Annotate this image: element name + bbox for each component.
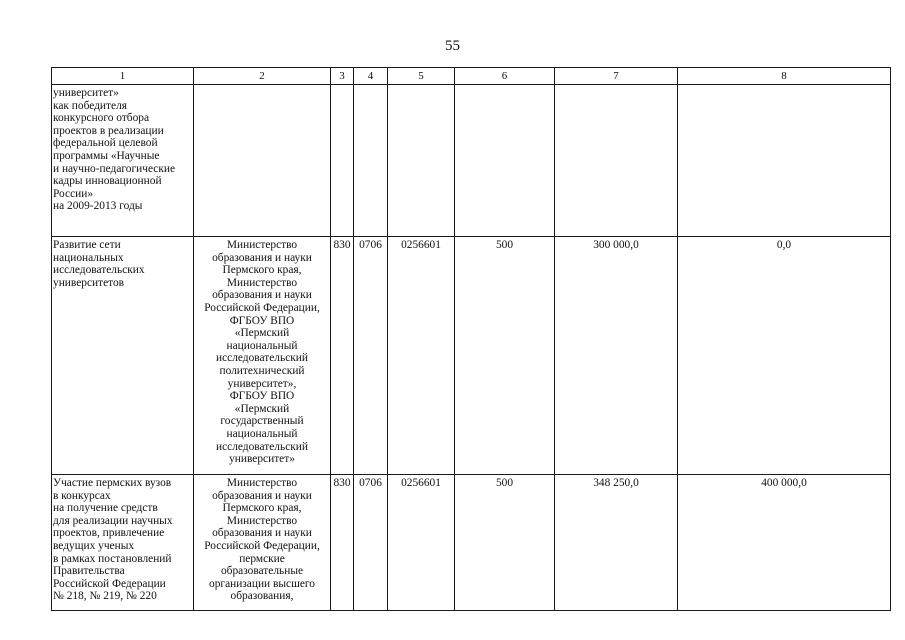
column-header: 8 <box>678 68 891 85</box>
table-row <box>52 237 891 475</box>
activity-name: Участие пермских вузов в конкурсах на получение средств для реализации научных проектов, привлечение ведущих ученых в рамках постановлений Правительства Российской Федерации № 218, № 219, № 220 <box>53 477 173 603</box>
column-header: 3 <box>331 68 354 85</box>
column-header: 7 <box>555 68 678 85</box>
table-cell <box>52 237 194 475</box>
table-cell: 400 000,0 <box>678 475 891 611</box>
table-header-row <box>52 68 891 85</box>
column-header: 6 <box>455 68 555 85</box>
table-cell: 348 250,0 <box>555 475 678 611</box>
table-cell <box>194 237 331 475</box>
table-cell: 830 <box>331 475 354 611</box>
table-cell <box>388 85 455 237</box>
table-cell: 0706 <box>354 475 388 611</box>
table-cell: 830 <box>331 237 354 475</box>
column-header: 4 <box>354 68 388 85</box>
budget-table <box>51 67 891 611</box>
table-cell <box>678 85 891 237</box>
table-cell: 0706 <box>354 237 388 475</box>
column-header: 2 <box>194 68 331 85</box>
table-cell: 300 000,0 <box>555 237 678 475</box>
table-cell: 500 <box>455 475 555 611</box>
page-number: 55 <box>445 38 460 54</box>
table-cell <box>455 85 555 237</box>
table-cell <box>354 85 388 237</box>
table-cell: 0,0 <box>678 237 891 475</box>
responsible-parties <box>194 85 330 87</box>
table-row <box>52 475 891 611</box>
activity-name: Развитие сети национальных исследовательских университетов <box>53 239 145 289</box>
responsible-parties: Министерство образования и науки Пермского края, Министерство образования и науки Российской Федерации, пермские образовательные организации высшего образования, <box>204 477 320 603</box>
activity-name: университет» как победителя конкурсного отбора проектов в реализации федеральной целевой программы «Научные и научно-педагогические кадры инновационной России» на 2009-2013 годы <box>53 87 176 213</box>
table-cell <box>331 85 354 237</box>
table-cell <box>555 85 678 237</box>
table-cell <box>52 85 194 237</box>
table-cell: 0256601 <box>388 475 455 611</box>
table-cell <box>52 475 194 611</box>
table-cell: 0256601 <box>388 237 455 475</box>
responsible-parties: Министерство образования и науки Пермского края, Министерство образования и науки Российской Федерации, ФГБОУ ВПО «Пермский национальный исследовательский политехнический университет», ФГБОУ ВПО «Пермский государственный национальный исследовательский университет» <box>204 239 320 466</box>
column-header: 1 <box>52 68 194 85</box>
column-header: 5 <box>388 68 455 85</box>
table-cell <box>194 85 331 237</box>
table-row <box>52 85 891 237</box>
table-cell <box>194 475 331 611</box>
table-cell: 500 <box>455 237 555 475</box>
